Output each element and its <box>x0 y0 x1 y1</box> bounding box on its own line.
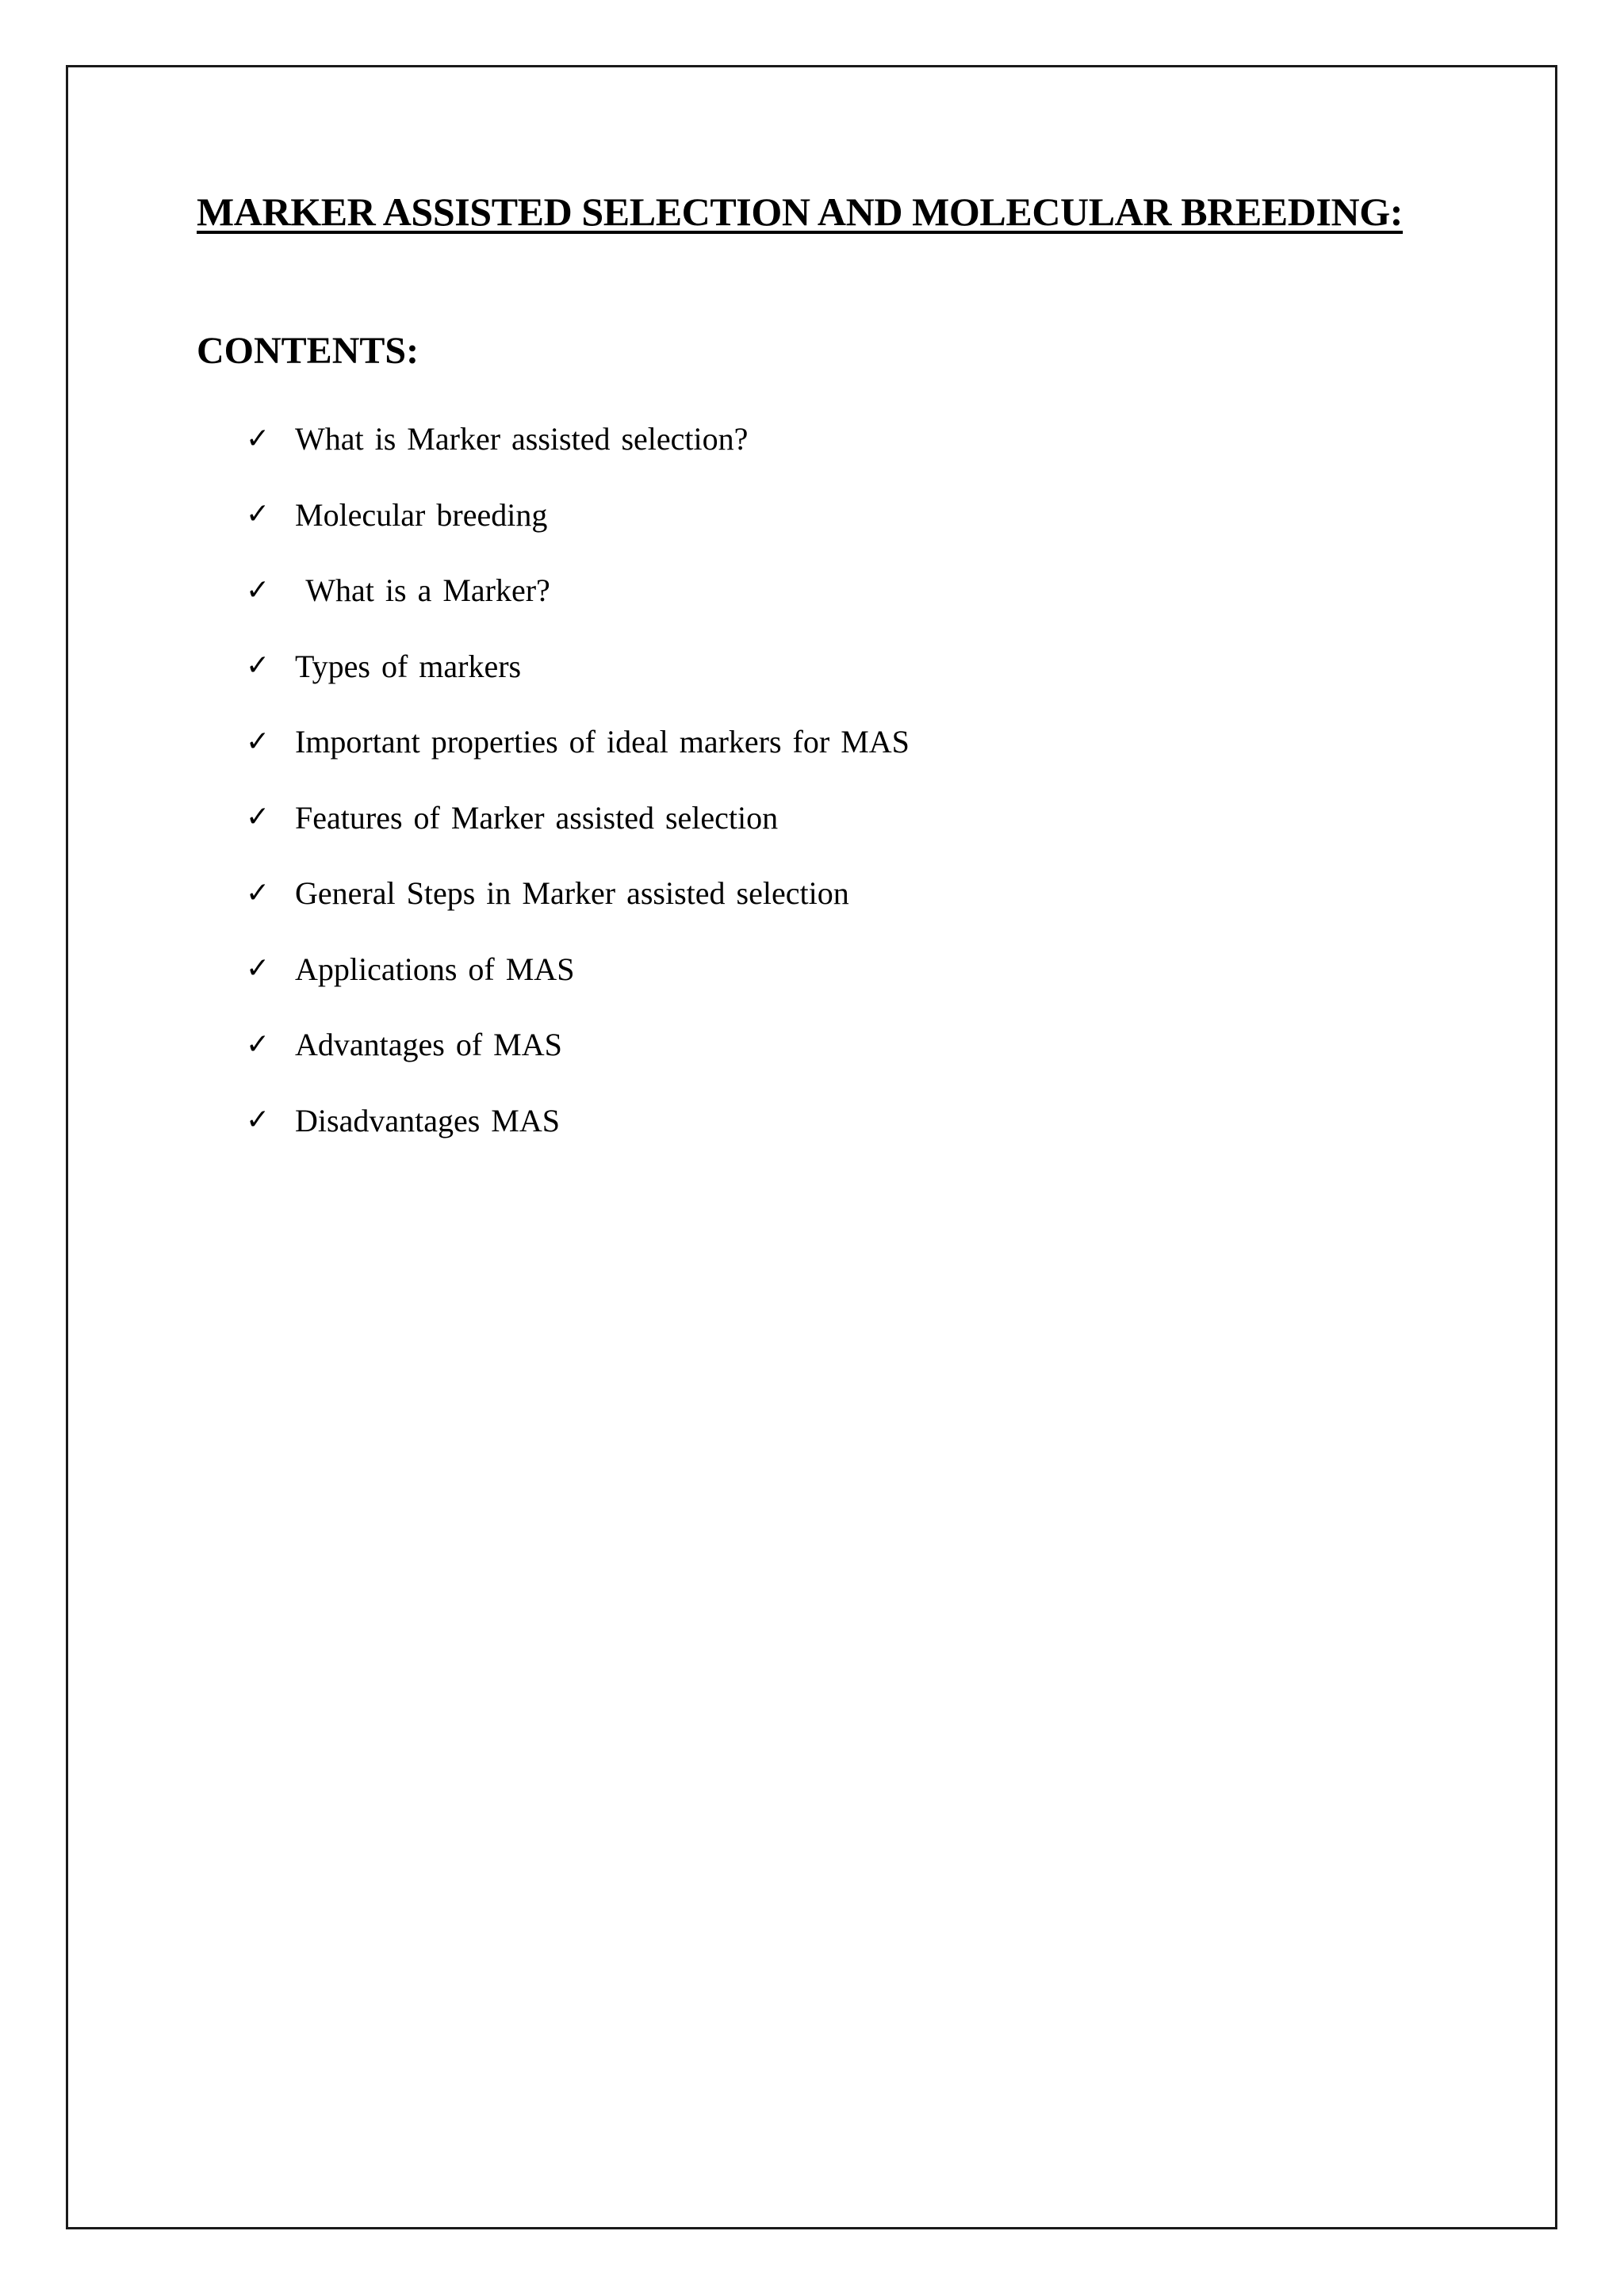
checkmark-icon: ✓ <box>246 952 270 985</box>
list-item-label: What is Marker assisted selection? <box>295 421 749 457</box>
contents-list <box>246 401 910 1158</box>
list-item <box>246 477 910 553</box>
checkmark-icon: ✓ <box>246 1027 270 1061</box>
list-item-label: What is a Marker? <box>295 572 550 609</box>
checkmark-icon: ✓ <box>246 876 270 909</box>
list-item <box>246 1007 910 1083</box>
list-item-label: Molecular breeding <box>295 496 548 533</box>
list-item-label: Important properties of ideal markers for MAS <box>295 724 910 760</box>
checkmark-icon: ✓ <box>246 498 270 531</box>
list-item <box>246 553 910 629</box>
list-item-label: General Steps in Marker assisted selection <box>295 875 849 912</box>
list-item-label: Applications of MAS <box>295 951 575 987</box>
list-item <box>246 1083 910 1159</box>
checkmark-icon: ✓ <box>246 573 270 607</box>
list-item-label: Disadvantages MAS <box>295 1102 560 1138</box>
checkmark-icon: ✓ <box>246 1104 270 1137</box>
list-item <box>246 780 910 856</box>
checkmark-icon: ✓ <box>246 422 270 455</box>
checkmark-icon: ✓ <box>246 801 270 834</box>
list-item-label: Types of markers <box>295 648 522 684</box>
list-item <box>246 704 910 780</box>
list-item <box>246 401 910 477</box>
list-item <box>246 629 910 705</box>
contents-heading: CONTENTS: <box>197 330 419 372</box>
list-item-label: Features of Marker assisted selection <box>295 799 779 836</box>
checkmark-icon: ✓ <box>246 725 270 758</box>
list-item <box>246 932 910 1008</box>
checkmark-icon: ✓ <box>246 649 270 683</box>
list-item-label: Advantages of MAS <box>295 1027 562 1063</box>
document-title: MARKER ASSISTED SELECTION AND MOLECULAR BREEDING: <box>197 189 1403 234</box>
list-item <box>246 855 910 932</box>
